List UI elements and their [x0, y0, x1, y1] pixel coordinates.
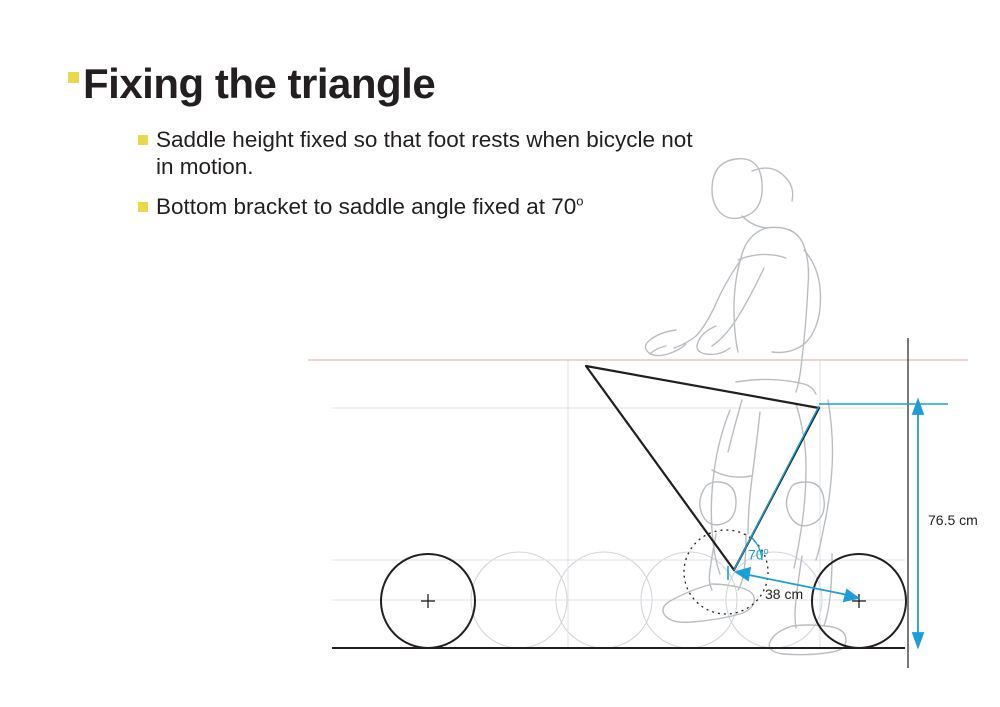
angle-degree-superscript: o	[763, 546, 769, 556]
front-wheel	[812, 554, 906, 648]
frame-triangle	[586, 366, 819, 570]
bottom-bracket-distance-label: 38 cm	[765, 586, 804, 602]
title-text: Fixing the triangle	[83, 60, 436, 107]
bullet-text: Bottom bracket to saddle angle fixed at 70$^o$	[156, 193, 584, 219]
bullet-text: Saddle height fixed so that foot rests when bicycle not in motion.	[156, 127, 693, 180]
saddle-height-dimension	[913, 400, 923, 647]
degree-superscript: o	[576, 193, 584, 209]
seat-angle-line	[734, 406, 819, 570]
saddle-height-label: 76.5 cm	[928, 512, 978, 528]
rear-wheel	[381, 554, 475, 648]
angle-label: 70$^o$	[748, 546, 769, 563]
